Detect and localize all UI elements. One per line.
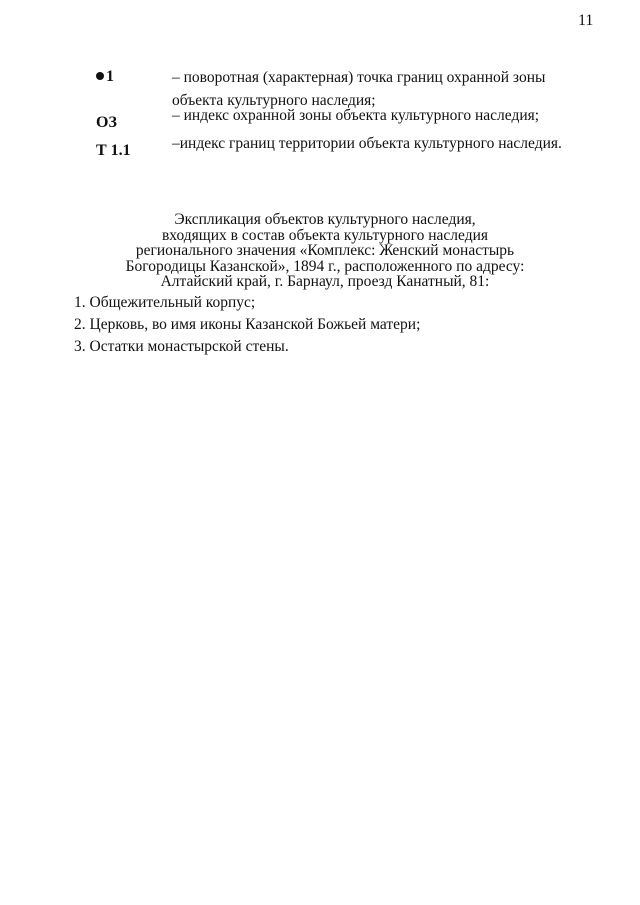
heritage-objects-list bbox=[74, 292, 594, 358]
legend-description: – поворотная (характерная) точка границ охранной зоны объекта культурного наследия; bbox=[172, 69, 546, 109]
legend-symbol-point bbox=[96, 68, 114, 86]
legend-description: – индекс охранной зоны объекта культурного наследия; bbox=[172, 107, 540, 124]
page-number: 11 bbox=[578, 12, 594, 29]
explication-line: Алтайский край, г. Барнаул, проезд Канатный, 81: bbox=[160, 273, 490, 290]
point-marker-icon bbox=[96, 72, 104, 80]
legend-symbol-text: Т 1.1 bbox=[96, 142, 131, 159]
list-item: 2. Церковь, во имя иконы Казанской Божьей матери; bbox=[74, 316, 421, 333]
explication-line: Экспликация объектов культурного наследия, bbox=[174, 211, 476, 228]
legend-description: –индекс границ территории объекта культурного наследия. bbox=[172, 135, 562, 152]
explication-line: входящих в состав объекта культурного наследия bbox=[161, 226, 489, 244]
explication-line: Богородицы Казанской», 1894 г., расположенного по адресу: bbox=[125, 257, 525, 275]
explication-line: регионального значения «Комплекс: Женский монастырь bbox=[135, 242, 515, 259]
list-item: 1. Общежительный корпус; bbox=[74, 294, 256, 311]
list-item: 3. Остатки монастырской стены. bbox=[74, 338, 289, 355]
legend-symbol-text: 1 bbox=[106, 68, 114, 85]
legend-symbol-text: ОЗ bbox=[96, 114, 117, 131]
explication-heading bbox=[100, 212, 550, 290]
